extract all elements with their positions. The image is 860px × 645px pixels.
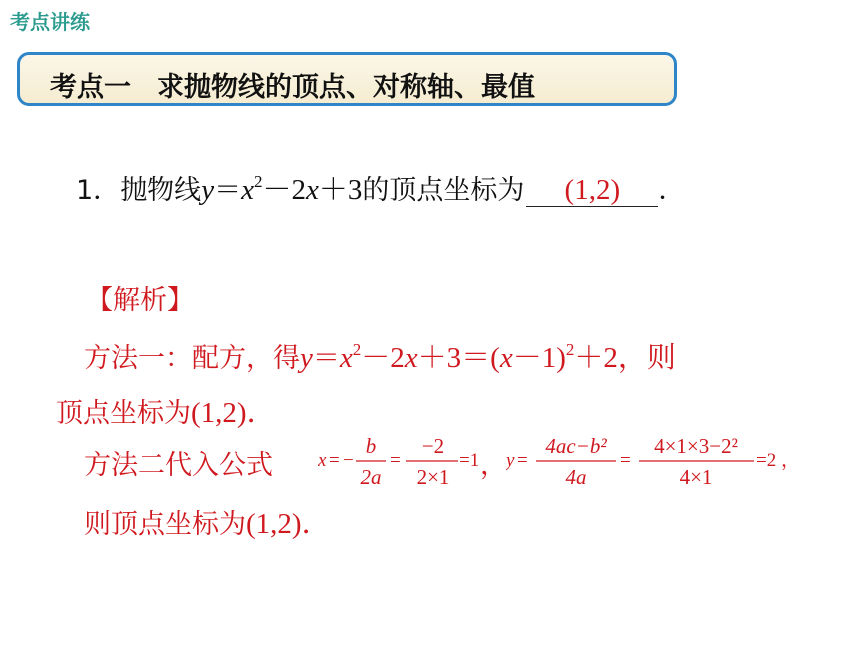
svg-text:4ac−b²: 4ac−b² xyxy=(545,434,607,458)
svg-text:=1: =1 xyxy=(459,450,480,471)
method-1-line: 方法一：配方，得$y=x^2-2x+3=(x-1)^2+2$，则 xyxy=(84,340,676,374)
vertex-x-formula xyxy=(318,431,488,501)
svg-text:4×1: 4×1 xyxy=(679,465,713,489)
svg-text:x: x xyxy=(318,450,327,471)
question-1: 1．抛物线$y=x^2-2x+3$的顶点坐标为 (1,2) ． xyxy=(76,172,686,206)
formula-comma: ， xyxy=(480,450,507,481)
svg-text:4×1×3−2²: 4×1×3−2² xyxy=(654,434,738,458)
svg-text:y: y xyxy=(506,450,515,471)
method-2-label: 方法二代入公式 xyxy=(84,450,273,481)
svg-text:4a: 4a xyxy=(565,465,587,489)
svg-text:2a: 2a xyxy=(360,465,382,489)
svg-text:2×1: 2×1 xyxy=(416,465,450,489)
svg-text:=: = xyxy=(390,450,401,471)
method-2-result: 则顶点坐标为(1,2)． xyxy=(84,508,331,540)
svg-text:=2 ，: =2 ， xyxy=(756,450,800,471)
svg-text:=: = xyxy=(329,450,340,471)
topic-header xyxy=(17,52,677,106)
svg-text:b: b xyxy=(365,434,377,458)
method-1-result: 顶点坐标为(1,2)． xyxy=(56,397,276,429)
svg-text:−2: −2 xyxy=(421,434,445,458)
topic-title xyxy=(50,65,535,104)
vertex-y-formula xyxy=(506,431,806,501)
svg-text:=: = xyxy=(620,450,631,471)
svg-text:=: = xyxy=(517,450,528,471)
answer-text: (1,2) xyxy=(564,174,621,206)
topic-number: 考点一 xyxy=(50,72,131,103)
topic-text: 求抛物线的顶点、对称轴、最值 xyxy=(157,72,535,103)
svg-text:−: − xyxy=(343,450,354,471)
solution-heading: 【解析】 xyxy=(86,285,194,316)
section-label: 考点讲练 xyxy=(10,10,90,34)
answer-blank xyxy=(526,175,658,207)
